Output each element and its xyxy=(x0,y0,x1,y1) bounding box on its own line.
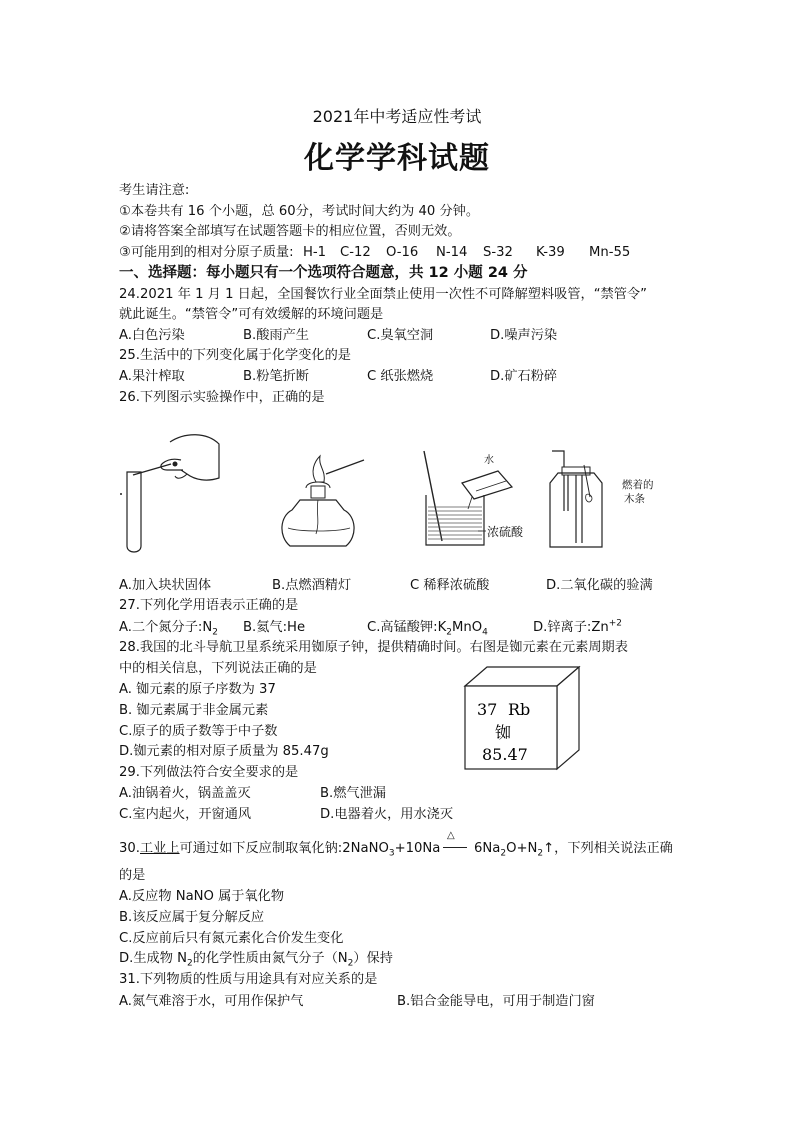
q24-stem-line1: 24.2021 年 1 月 1 日起，全国餐饮行业全面禁止使用一次性不可降解塑料吸管，“禁管令” xyxy=(119,287,647,302)
figure-c-label-water: 水 xyxy=(484,455,494,466)
q28-option-a: A. 铷元素的原子序数为 37 xyxy=(119,682,276,697)
q28-option-b: B. 铷元素属于非金属元素 xyxy=(119,703,269,718)
atomic-mass-n: N-14 xyxy=(436,245,468,260)
figure-d-label-stick: 木条 xyxy=(624,493,645,505)
q29-option-d: D.电器着火，用水浇灭 xyxy=(320,807,454,822)
q26-option-a: A.加入块状固体 xyxy=(119,578,212,593)
exam-subtitle: 2021年中考适应性考试 xyxy=(312,107,482,126)
atomic-mass-o: O-16 xyxy=(386,245,419,260)
figure-d-gas-bottle xyxy=(540,445,610,555)
q25-option-d: D.矿石粉碎 xyxy=(490,369,558,384)
atomic-mass-mn: Mn-55 xyxy=(589,245,631,260)
q26-option-c: C 稀释浓硫酸 xyxy=(410,578,490,593)
figure-b-alcohol-lamp xyxy=(276,452,366,552)
section-heading: 一、选择题：每小题只有一个选项符合题意，共 12 小题 24 分 xyxy=(119,265,528,281)
atomic-mass-k: K-39 xyxy=(536,245,565,260)
q29-option-a: A.油锅着火，锅盖盖灭 xyxy=(119,786,251,801)
q30-reaction-arrow xyxy=(443,847,467,848)
q25-option-b: B.粉笔折断 xyxy=(243,369,309,384)
q24-option-c: C.臭氧空洞 xyxy=(367,328,434,343)
q25-option-c: C 纸张燃烧 xyxy=(367,369,434,384)
q24-option-b: B.酸雨产生 xyxy=(243,328,309,343)
q30-stem-line1: 30.工业上可通过如下反应制取氧化钠:2NaNO$_3$+10Na xyxy=(119,841,441,859)
q24-option-a: A.白色污染 xyxy=(119,328,185,343)
q31-option-b: B.铝合金能导电，可用于制造门窗 xyxy=(397,994,595,1009)
q30-stem-line2: 的是 xyxy=(119,868,146,883)
q25-stem: 25.生活中的下列变化属于化学变化的是 xyxy=(119,348,351,363)
atomic-mass-c: C-12 xyxy=(340,245,371,260)
q27-option-a: A.二个氮分子$:N_2$ xyxy=(119,620,218,638)
q26-option-b: B.点燃酒精灯 xyxy=(272,578,352,593)
figure-a-test-tube xyxy=(115,430,225,555)
figure-d-label-burning: 燃着的 xyxy=(622,479,654,491)
q28-option-d: D.铷元素的相对原子质量为 85.47g xyxy=(119,744,329,759)
q30-stem-products: $6Na_2O+N_2↑$，下列相关说法正确 xyxy=(474,841,673,859)
exam-title: 化学学科试题 xyxy=(304,141,490,176)
rb-atomic-mass: 85.47 xyxy=(482,745,528,764)
q27-option-b: B.氦气:He xyxy=(243,620,306,635)
q31-stem: 31.下列物质的性质与用途具有对应关系的是 xyxy=(119,972,378,987)
atomic-mass-prefix: ③可能用到的相对分原子质量: xyxy=(119,245,294,260)
q28-stem-line2: 中的相关信息，下列说法正确的是 xyxy=(119,661,317,676)
q30-reaction-condition: △ xyxy=(447,830,455,841)
q29-stem: 29.下列做法符合安全要求的是 xyxy=(119,765,299,780)
figure-c-dilute-acid xyxy=(412,447,532,557)
rb-symbol: Rb xyxy=(508,700,531,719)
q26-option-d: D.二氧化碳的验满 xyxy=(546,578,653,593)
q30-option-b: B.该反应属于复分解反应 xyxy=(119,910,265,925)
q24-stem-line2: 就此诞生。“禁管令”可有效缓解的环境问题是 xyxy=(119,307,384,322)
notice-item-3 xyxy=(119,244,294,262)
q31-option-a: A.氮气难溶于水，可用作保护气 xyxy=(119,994,304,1009)
q29-option-b: B.燃气泄漏 xyxy=(320,786,386,801)
q28-option-c: C.原子的质子数等于中子数 xyxy=(119,724,278,739)
rb-atomic-number: 37 xyxy=(477,700,498,719)
notice-heading: 考生请注意: xyxy=(119,183,190,198)
q27-stem: 27.下列化学用语表示正确的是 xyxy=(119,598,299,613)
q28-stem-line1: 28.我国的北斗导航卫星系统采用铷原子钟，提供精确时间。右图是铷元素在元素周期表 xyxy=(119,640,628,655)
atomic-mass-h: H-1 xyxy=(303,245,327,260)
q30-option-a: A.反应物 NaNO 属于氧化物 xyxy=(119,889,285,904)
rb-name: 铷 xyxy=(495,723,512,742)
q26-stem: 26.下列图示实验操作中，正确的是 xyxy=(119,390,325,405)
rubidium-element-card xyxy=(462,664,582,774)
atomic-mass-s: S-32 xyxy=(483,245,513,260)
q27-option-c: C.高锰酸钾$:K_2MnO_4$ xyxy=(367,620,488,638)
q29-option-c: C.室内起火，开窗通风 xyxy=(119,807,252,822)
notice-item-1: ①本卷共有 16 个小题，总 60分，考试时间大约为 40 分钟。 xyxy=(119,204,480,219)
q24-option-d: D.噪声污染 xyxy=(490,328,558,343)
q25-option-a: A.果汁榨取 xyxy=(119,369,185,384)
figure-c-label-acid: 浓硫酸 xyxy=(487,525,524,539)
q30-option-d: D.生成物 $N_2$的化学性质由氮气分子$(N_2)$保持 xyxy=(119,951,393,969)
q30-option-c: C.反应前后只有氮元素化合价发生变化 xyxy=(119,931,344,946)
q27-option-d: D.锌离子$:Zn^{+2}$ xyxy=(533,618,623,635)
notice-item-2: ②请将答案全部填写在试题答题卡的相应位置，否则无效。 xyxy=(119,224,461,239)
